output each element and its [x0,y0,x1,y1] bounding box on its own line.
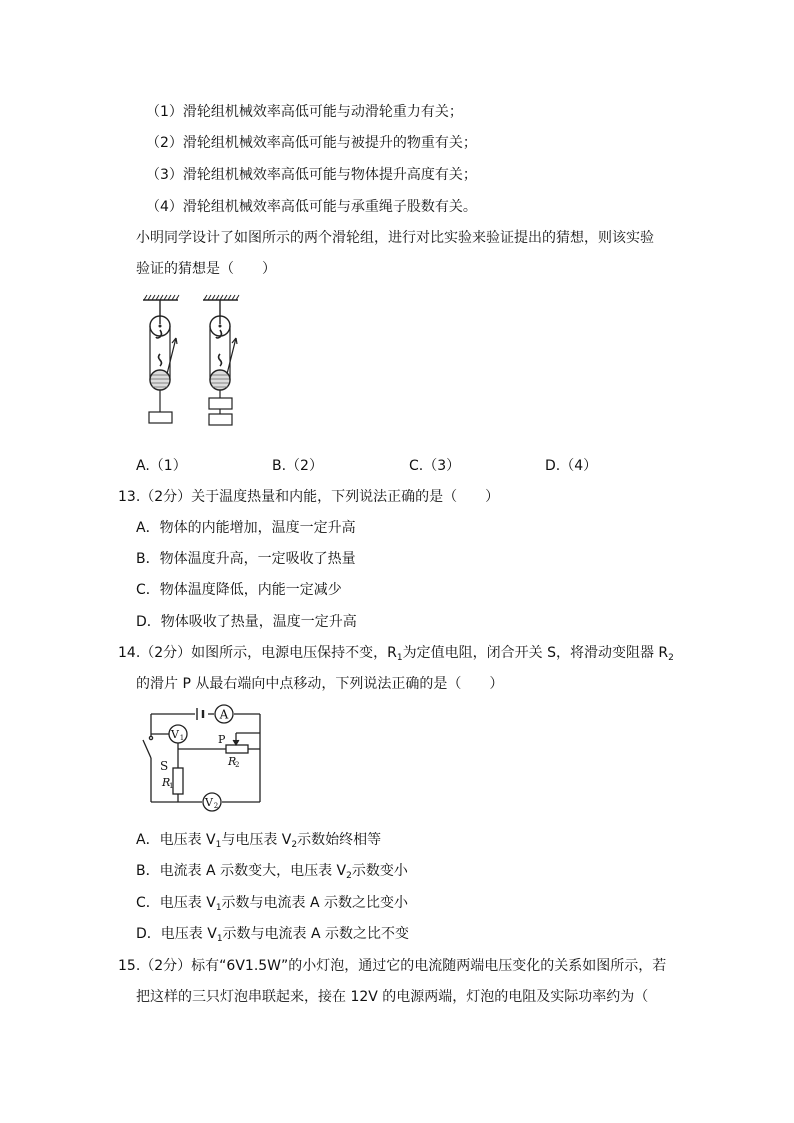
q13-option-d[interactable]: D．物体吸收了热量，温度一定升高 [136,614,357,630]
movable-pulley-right [209,354,232,425]
q12-option-d[interactable]: D.（4） [545,458,598,474]
voltmeter-v1-symbol [169,725,187,743]
svg-text:1: 1 [179,734,185,742]
q12-stem-line2: 验证的猜想是（ ） [136,261,276,277]
battery-symbol [197,708,203,720]
svg-text:2: 2 [213,802,219,810]
q14-option-a[interactable]: A．电压表 $V_1$与电压表 $V_2$示数始终相等 [136,832,382,850]
q13-option-b[interactable]: B．物体温度升高，一定吸收了热量 [136,551,356,567]
q12-option-a[interactable]: A.（1） [136,458,187,474]
q13-option-c[interactable]: C．物体温度降低，内能一定减少 [136,582,342,598]
q14-stem-line1: 14.（2分）如图所示，电源电压保持不变，$R_1$为定值电阻，闭合开关 S，将滑动变阻器 $R_2$ [118,645,674,663]
hypothesis-4: （4）滑轮组机械效率高低可能与承重绳子股数有关。 [146,199,477,215]
svg-text:1: 1 [169,782,174,790]
switch-symbol [143,736,153,758]
q15-stem-line2: 把这样的三只灯泡串联起来，接在 12V 的电源两端，灯泡的电阻及实际功率约为（ [136,989,649,1005]
svg-text:V: V [205,796,213,809]
pulley-systems-figure [138,292,248,442]
q12-stem-line1: 小明同学设计了如图所示的两个滑轮组，进行对比实验来验证提出的猜想，则该实验 [136,230,654,246]
q12-option-c[interactable]: C.（3） [409,458,461,474]
svg-text:R: R [162,776,171,789]
q14-option-b[interactable]: B．电流表 A 示数变大，电压表 $V_2$示数变小 [136,863,408,881]
hypothesis-2: （2）滑轮组机械效率高低可能与被提升的物重有关； [146,135,477,151]
q14-stem-line2: 的滑片 P 从最右端向中点移动，下列说法正确的是（ ） [136,676,504,692]
q14-option-c[interactable]: C．电压表 $V_1$示数与电流表 A 示数之比变小 [136,895,409,913]
q12-option-b[interactable]: B.（2） [272,458,323,474]
svg-text:R: R [228,755,237,768]
rheostat-r2 [218,733,260,769]
q14-option-d[interactable]: D．电压表 $V_1$示数与电流表 A 示数之比不变 [136,926,410,944]
ammeter-symbol [215,705,233,723]
svg-text:V: V [171,728,179,741]
ceiling-left [143,295,179,324]
hypothesis-1: （1）滑轮组机械效率高低可能与动滑轮重力有关； [146,104,463,120]
slider-label: P [218,733,226,746]
svg-text:A: A [219,707,229,722]
switch-label: S [160,759,169,773]
q13-option-a[interactable]: A．物体的内能增加，温度一定升高 [136,520,356,536]
circuit-diagram [140,706,270,810]
q15-stem-line1: 15.（2分）标有“6V1.5W”的小灯泡，通过它的电流随两端电压变化的关系如图所示，若 [118,958,667,974]
voltmeter-v2-symbol [203,793,221,811]
hypothesis-3: （3）滑轮组机械效率高低可能与物体提升高度有关； [146,167,477,183]
q13-stem: 13.（2分）关于温度热量和内能，下列说法正确的是（ ） [118,489,500,505]
svg-text:2: 2 [235,761,240,769]
ceiling-right [203,295,239,324]
movable-pulley-left [149,354,172,423]
